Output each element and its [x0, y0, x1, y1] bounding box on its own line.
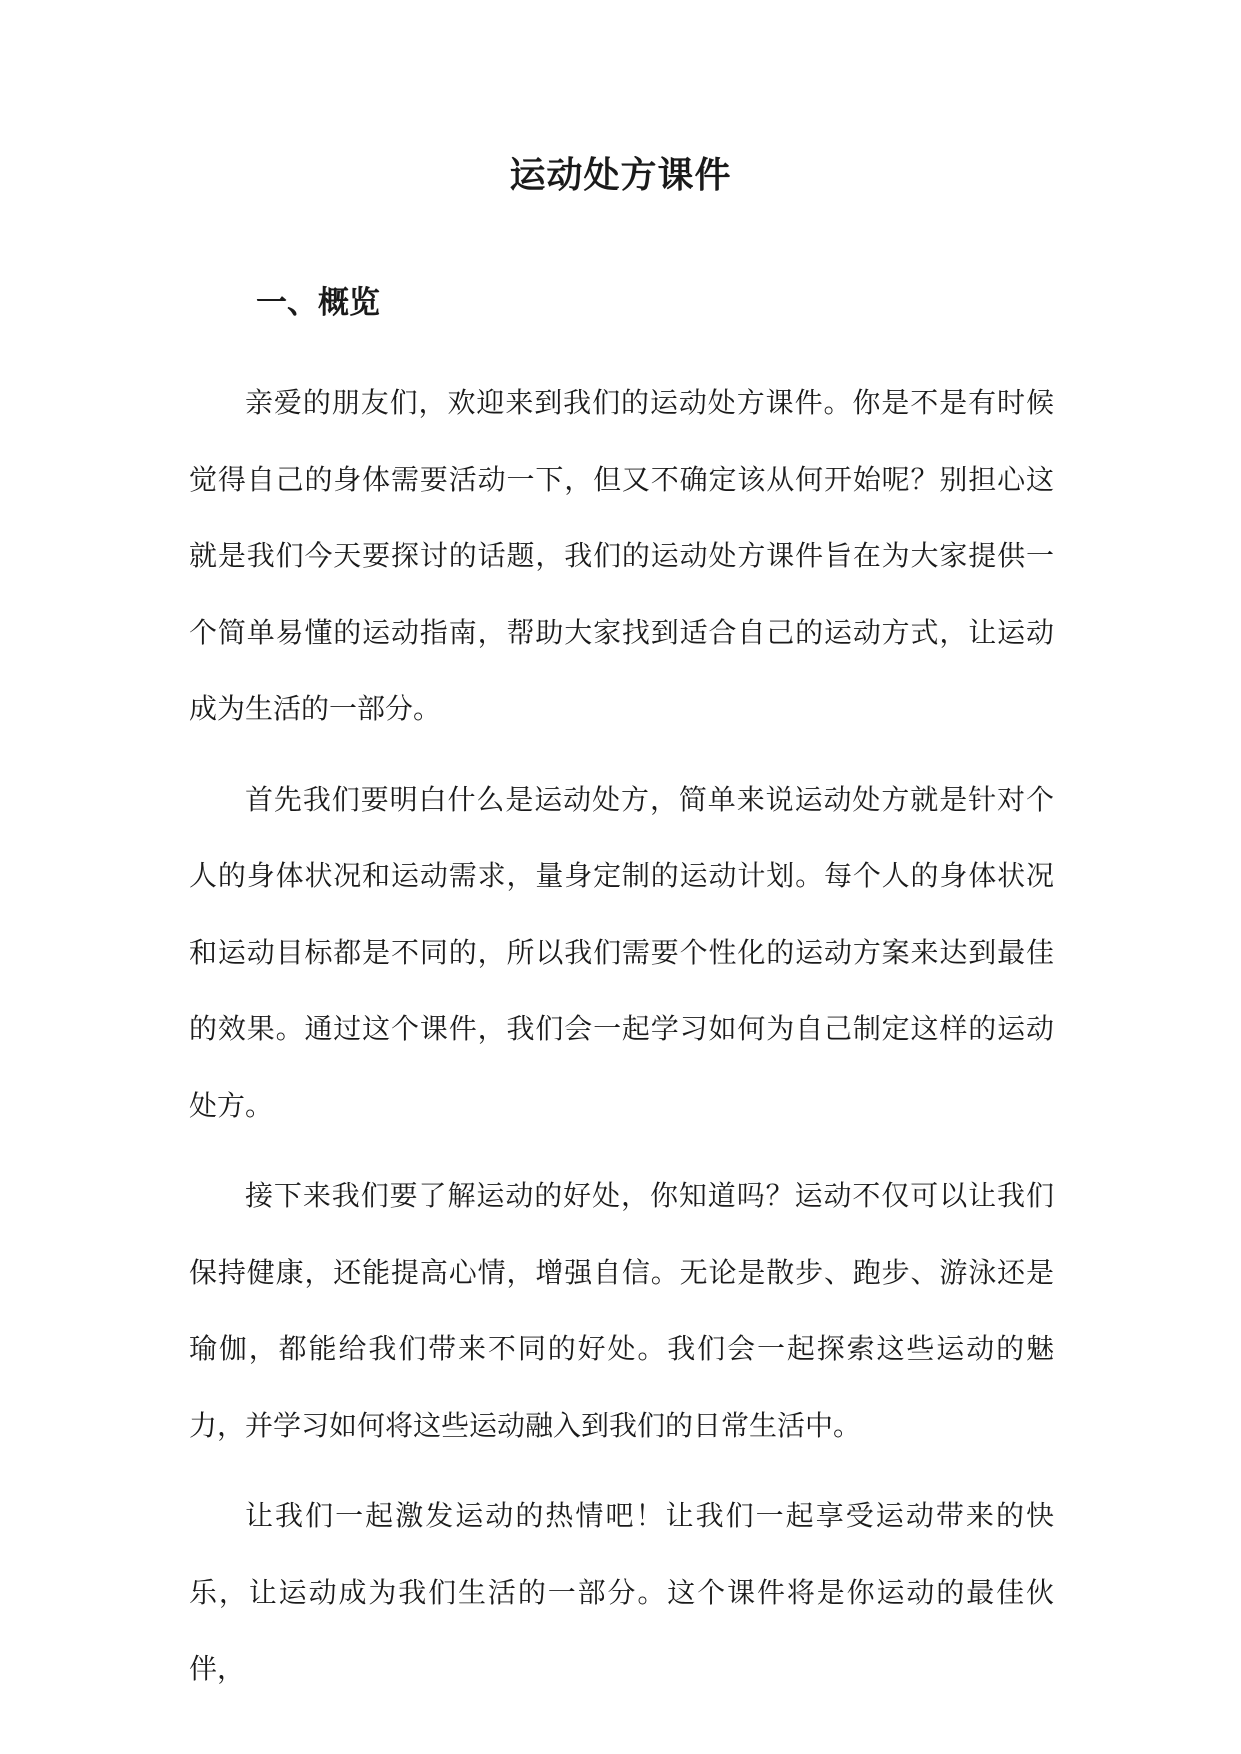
paragraph: 首先我们要明白什么是运动处方，简单来说运动处方就是针对个人的身体状况和运动需求，量身定制的运动计划。每个人的身体状况和运动目标都是不同的，所以我们需要个性化的运动方案来达到最佳的效果。通过这个课件，我们会一起学习如何为自己制定这样的运动处方。 [189, 782, 1054, 1122]
document-title: 运动处方课件 [509, 154, 732, 196]
paragraph: 亲爱的朋友们，欢迎来到我们的运动处方课件。你是不是有时候觉得自己的身体需要活动一下，但又不确定该从何开始呢？别担心这就是我们今天要探讨的话题，我们的运动处方课件旨在为大家提供一个简单易懂的运动指南，帮助大家找到适合自己的运动方式，让运动成为生活的一部分。 [189, 386, 1054, 725]
paragraph: 接下来我们要了解运动的好处，你知道吗？运动不仅可以让我们保持健康，还能提高心情，增强自信。无论是散步、跑步、游泳还是瑜伽，都能给我们带来不同的好处。我们会一起探索这些运动的魅力，并学习如何将这些运动融入到我们的日常生活中。 [189, 1179, 1054, 1442]
section-heading-overview: 一、概览 [256, 285, 380, 321]
paragraph: 让我们一起激发运动的热情吧！让我们一起享受运动带来的快乐，让运动成为我们生活的一部分。这个课件将是你运动的最佳伙伴， [189, 1499, 1054, 1685]
section-body [189, 365, 1054, 1722]
